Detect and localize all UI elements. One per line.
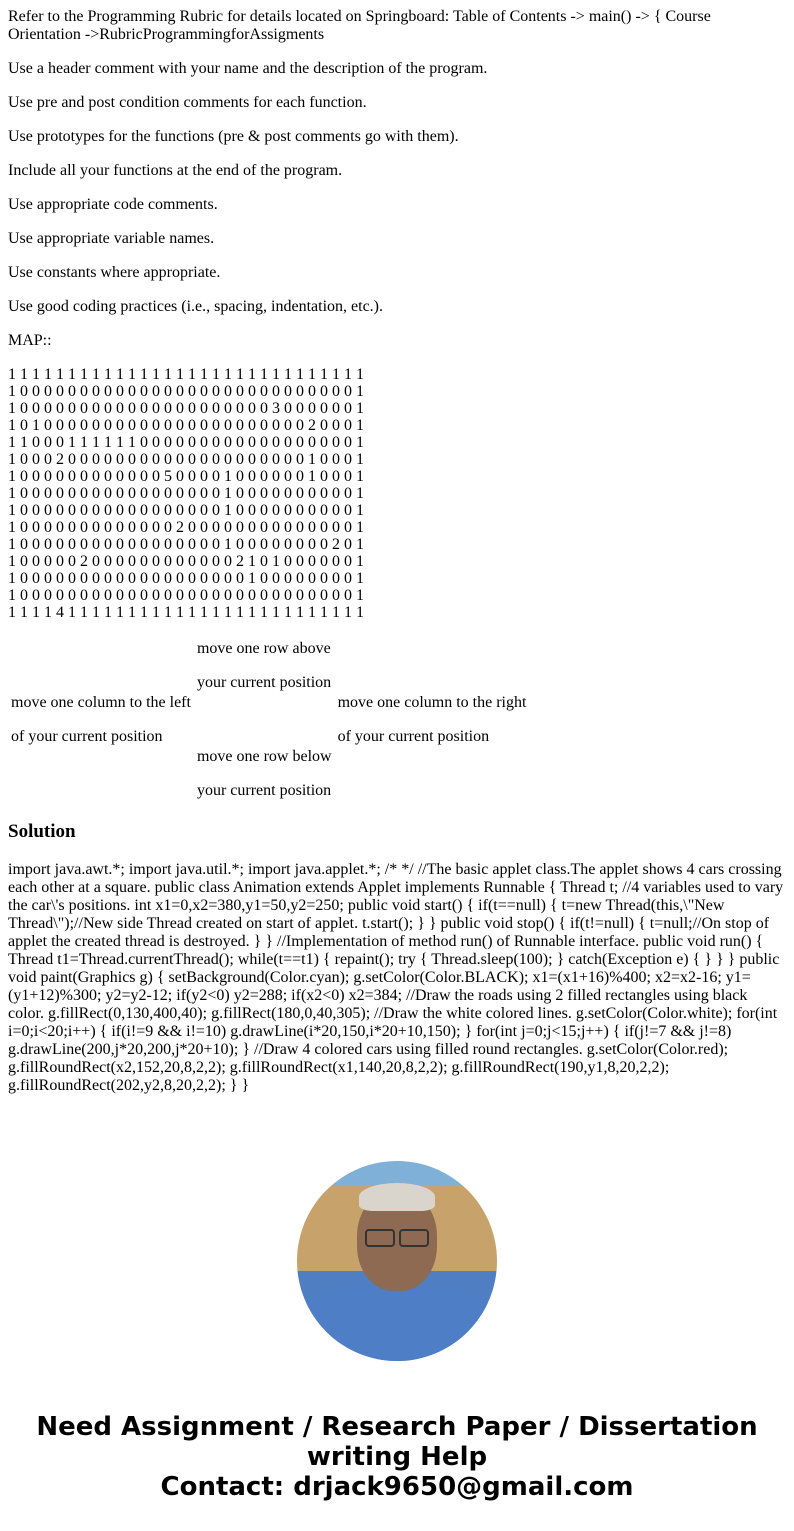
direction-right <box>335 693 530 747</box>
direction-text: your current position <box>196 674 332 691</box>
instruction: Use a header comment with your name and the description of the program. <box>8 60 488 77</box>
instruction: Use constants where appropriate. <box>8 264 221 281</box>
instruction: Use good coding practices (i.e., spacing, indentation, etc.). <box>8 298 383 315</box>
map-label: MAP:: <box>8 332 52 349</box>
map-row: 1 0 0 0 0 0 0 0 0 0 0 0 0 0 0 0 0 0 0 0 1 0 0 0 0 0 0 0 0 1 <box>8 570 364 587</box>
instruction: Use appropriate variable names. <box>8 230 215 247</box>
map-row: 1 0 0 0 0 0 0 0 0 0 0 0 0 0 0 0 0 0 0 0 0 0 0 0 0 0 0 0 0 1 <box>8 383 364 400</box>
map-row: 1 0 1 0 0 0 0 0 0 0 0 0 0 0 0 0 0 0 0 0 0 0 0 0 0 2 0 0 0 1 <box>8 417 364 434</box>
map-row: 1 0 0 0 0 0 0 0 0 0 0 0 0 5 0 0 0 0 1 0 0 0 0 0 0 1 0 0 0 1 <box>8 468 364 485</box>
map-row: 1 0 0 0 0 0 0 0 0 0 0 0 0 0 0 0 0 0 1 0 0 0 0 0 0 0 0 0 0 1 <box>8 502 364 519</box>
map-row: 1 1 0 0 0 1 1 1 1 1 1 0 0 0 0 0 0 0 0 0 0 0 0 0 0 0 0 0 0 1 <box>8 434 364 451</box>
map-row: 1 0 0 0 0 0 0 0 0 0 0 0 0 0 0 0 0 0 1 0 0 0 0 0 0 0 0 0 0 1 <box>8 485 364 502</box>
footer-contact: Contact: drjack9650@gmail.com <box>160 1472 634 1502</box>
map-row: 1 0 0 0 0 0 0 0 0 0 0 0 0 0 2 0 0 0 0 0 0 0 0 0 0 0 0 0 0 1 <box>8 519 364 536</box>
direction-text: move one column to the left <box>11 694 191 711</box>
direction-text: of your current position <box>11 728 163 745</box>
author-avatar <box>297 1161 497 1361</box>
instruction: Use prototypes for the functions (pre & post comments go with them). <box>8 128 459 145</box>
direction-down <box>194 747 335 801</box>
solution-code: import java.awt.*; import java.util.*; import java.applet.*; /* */ //The basic applet class.The applet shows 4 cars crossing each other at a square. public class Animation extends Applet implements Runnable { Thread t; //4 variables used to vary the car\'s positions. int x1=0,x2=380,y1=50,y2=250; public void start() { if(t==null) { t=new Thread(this,\"New Thread\");//New side Thread created on start of applet. t.start(); } } public void stop() { if(t!=null) { t=null;//On stop of applet the created thread is destroyed. } } //Implementation of method run() of Runnable interface. public void run() { Thread t1=Thread.currentThread(); while(t==t1) { repaint(); try { Thread.sleep(100); } catch(Exception e) { } } } public void paint(Graphics g) { setBackground(Color.cyan); g.setColor(Color.BLACK); x1=(x1+16)%400; x2=x2-16; y1=(y1+12)%300; y2=y2-12; if(y2<0) y2=288; if(x2<0) x2=384; //Draw the roads using 2 filled rectangles using black color. g.fillRect(0,130,400,40); g.fillRect(180,0,40,305); //Draw the white colored lines. g.setColor(Color.white); for(int i=0;i<20;i++) { if(i!=9 && i!=10) g.drawLine(i*20,150,i*20+10,150); } for(int j=0;j<15;j++) { if(j!=7 && j!=8) g.drawLine(200,j*20,200,j*20+10); } //Draw 4 colored cars using filled round rectangles. g.setColor(Color.red); g.fillRoundRect(x2,152,20,8,2,2); g.fillRoundRect(x1,140,20,8,2,2); g.fillRoundRect(190,y1,8,20,2,2); g.fillRoundRect(202,y2,8,20,2,2); } } <box>8 861 784 1094</box>
instruction: Include all your functions at the end of the program. <box>8 162 343 179</box>
map-row: 1 1 1 1 1 1 1 1 1 1 1 1 1 1 1 1 1 1 1 1 1 1 1 1 1 1 1 1 1 1 <box>8 366 364 383</box>
footer-banner <box>0 1412 794 1502</box>
map-row: 1 0 0 0 0 0 2 0 0 0 0 0 0 0 0 0 0 0 0 2 1 0 1 0 0 0 0 0 0 1 <box>8 553 364 570</box>
instruction: Use pre and post condition comments for each function. <box>8 94 367 111</box>
direction-text: move one row below <box>196 748 332 765</box>
map-row: 1 0 0 0 0 0 0 0 0 0 0 0 0 0 0 0 0 0 0 0 0 0 3 0 0 0 0 0 0 1 <box>8 400 364 417</box>
direction-text: your current position <box>196 782 332 799</box>
map-grid <box>8 366 786 621</box>
direction-text: of your current position <box>337 728 490 745</box>
directions-table <box>8 639 529 801</box>
direction-left <box>8 693 194 747</box>
direction-text: move one row above <box>196 640 331 657</box>
direction-text: move one column to the right <box>337 694 527 711</box>
direction-up <box>194 639 335 693</box>
instruction: Use appropriate code comments. <box>8 196 218 213</box>
map-row: 1 0 0 0 0 0 0 0 0 0 0 0 0 0 0 0 0 0 0 0 0 0 0 0 0 0 0 0 0 1 <box>8 587 364 604</box>
map-row: 1 0 0 0 0 0 0 0 0 0 0 0 0 0 0 0 0 0 1 0 0 0 0 0 0 0 0 2 0 1 <box>8 536 364 553</box>
rubric-instruction: Refer to the Programming Rubric for details located on Springboard: Table of Contents -> main() -> { Course Orientation ->RubricProgrammingforAssigments <box>8 8 711 43</box>
map-row: 1 1 1 1 4 1 1 1 1 1 1 1 1 1 1 1 1 1 1 1 1 1 1 1 1 1 1 1 1 1 <box>8 604 364 621</box>
footer-line1: Need Assignment / Research Paper / Dissertation writing Help <box>36 1412 758 1472</box>
map-row: 1 0 0 0 2 0 0 0 0 0 0 0 0 0 0 0 0 0 0 0 0 0 0 0 0 1 0 0 0 1 <box>8 451 364 468</box>
solution-heading: Solution <box>8 821 76 842</box>
